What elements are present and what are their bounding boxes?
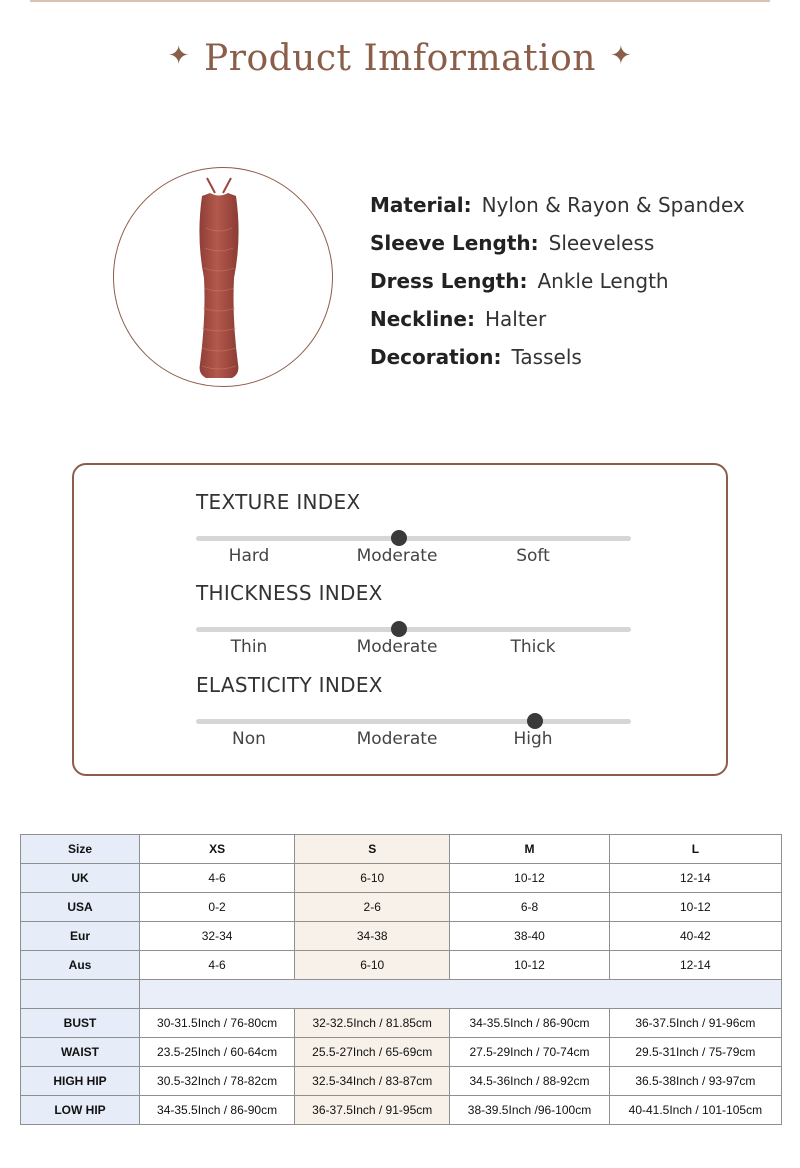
index-track [196, 719, 631, 724]
row-header-cell: Size [21, 835, 140, 864]
index-label: Moderate [356, 637, 438, 657]
detail-separator: : [463, 193, 472, 217]
top-divider [30, 0, 770, 2]
index-title: THICKNESS INDEX [196, 581, 383, 605]
table-cell: 23.5-25Inch / 60-64cm [140, 1038, 295, 1067]
table-cell: 25.5-27Inch / 65-69cm [295, 1038, 450, 1067]
sparkle-icon-right: ✦ [609, 41, 633, 71]
table-cell: M [450, 835, 609, 864]
detail-row [370, 231, 745, 269]
detail-label: Dress Length [370, 269, 520, 293]
detail-separator: : [519, 269, 528, 293]
product-details [370, 193, 745, 383]
index-label: Moderate [356, 729, 438, 749]
table-cell: 32.5-34Inch / 83-87cm [295, 1067, 450, 1096]
halter-dress-image [114, 168, 332, 386]
table-row [21, 835, 782, 864]
table-cell: 12-14 [609, 864, 781, 893]
table-cell: 34-35.5Inch / 86-90cm [450, 1009, 609, 1038]
table-cell: XS [140, 835, 295, 864]
table-cell: 10-12 [609, 893, 781, 922]
table-cell: 0-2 [140, 893, 295, 922]
sparkle-icon-left: ✦ [167, 41, 191, 71]
table-cell: 36.5-38Inch / 93-97cm [609, 1067, 781, 1096]
detail-label: Material [370, 193, 464, 217]
table-cell: 38-40 [450, 922, 609, 951]
detail-separator: : [530, 231, 539, 255]
table-cell: 4-6 [140, 951, 295, 980]
spacer-cell [140, 980, 782, 1009]
row-header-cell: Aus [21, 951, 140, 980]
index-knob [527, 713, 543, 729]
detail-value: Tassels [511, 345, 582, 369]
table-cell: 32-34 [140, 922, 295, 951]
detail-label: Neckline [370, 307, 467, 331]
table-cell: 34.5-36Inch / 88-92cm [450, 1067, 609, 1096]
detail-label: Decoration [370, 345, 494, 369]
table-cell: 27.5-29Inch / 70-74cm [450, 1038, 609, 1067]
table-cell: 32-32.5Inch / 81.85cm [295, 1009, 450, 1038]
row-header-cell: LOW HIP [21, 1096, 140, 1125]
row-header-cell: Eur [21, 922, 140, 951]
detail-row [370, 307, 745, 345]
table-cell: 30.5-32Inch / 78-82cm [140, 1067, 295, 1096]
table-cell: 40-41.5Inch / 101-105cm [609, 1096, 781, 1125]
row-header-cell: WAIST [21, 1038, 140, 1067]
detail-value: Nylon & Rayon & Spandex [481, 193, 745, 217]
index-knob [391, 530, 407, 546]
table-cell: 2-6 [295, 893, 450, 922]
table-cell: 34-38 [295, 922, 450, 951]
table-spacer-row [21, 980, 782, 1009]
table-cell: 36-37.5Inch / 91-96cm [609, 1009, 781, 1038]
detail-label: Sleeve Length [370, 231, 531, 255]
size-chart-table [20, 834, 782, 1125]
table-cell: 10-12 [450, 951, 609, 980]
spacer-cell [21, 980, 140, 1009]
index-label: Non [232, 729, 266, 749]
table-cell: 10-12 [450, 864, 609, 893]
index-label: Thick [510, 637, 556, 657]
detail-row [370, 193, 745, 231]
table-row [21, 864, 782, 893]
row-header-cell: UK [21, 864, 140, 893]
row-header-cell: HIGH HIP [21, 1067, 140, 1096]
table-row [21, 1038, 782, 1067]
detail-separator: : [466, 307, 475, 331]
index-title: ELASTICITY INDEX [196, 673, 383, 697]
index-knob [391, 621, 407, 637]
table-row [21, 922, 782, 951]
table-cell: 30-31.5Inch / 76-80cm [140, 1009, 295, 1038]
index-label: Moderate [356, 546, 438, 566]
page-title [0, 38, 800, 79]
index-track [196, 627, 631, 632]
index-title: TEXTURE INDEX [196, 490, 361, 514]
table-cell: 34-35.5Inch / 86-90cm [140, 1096, 295, 1125]
index-label: High [513, 729, 553, 749]
table-cell: 36-37.5Inch / 91-95cm [295, 1096, 450, 1125]
table-cell: 38-39.5Inch /96-100cm [450, 1096, 609, 1125]
table-row [21, 893, 782, 922]
page-title-text: Product Imformation [204, 38, 596, 79]
table-cell: S [295, 835, 450, 864]
index-label: Hard [228, 546, 270, 566]
detail-row [370, 345, 745, 383]
table-cell: 40-42 [609, 922, 781, 951]
table-cell: 12-14 [609, 951, 781, 980]
detail-value: Ankle Length [537, 269, 669, 293]
detail-value: Halter [484, 307, 547, 331]
table-cell: L [609, 835, 781, 864]
table-row [21, 1009, 782, 1038]
index-label: Thin [230, 637, 268, 657]
detail-value: Sleeveless [548, 231, 655, 255]
product-image [113, 167, 333, 387]
table-row [21, 1067, 782, 1096]
table-cell: 29.5-31Inch / 75-79cm [609, 1038, 781, 1067]
table-row [21, 951, 782, 980]
table-cell: 6-8 [450, 893, 609, 922]
row-header-cell: USA [21, 893, 140, 922]
table-cell: 4-6 [140, 864, 295, 893]
detail-separator: : [493, 345, 502, 369]
index-label: Soft [516, 546, 550, 566]
row-header-cell: BUST [21, 1009, 140, 1038]
table-cell: 6-10 [295, 951, 450, 980]
detail-row [370, 269, 745, 307]
table-row [21, 1096, 782, 1125]
index-track [196, 536, 631, 541]
table-cell: 6-10 [295, 864, 450, 893]
